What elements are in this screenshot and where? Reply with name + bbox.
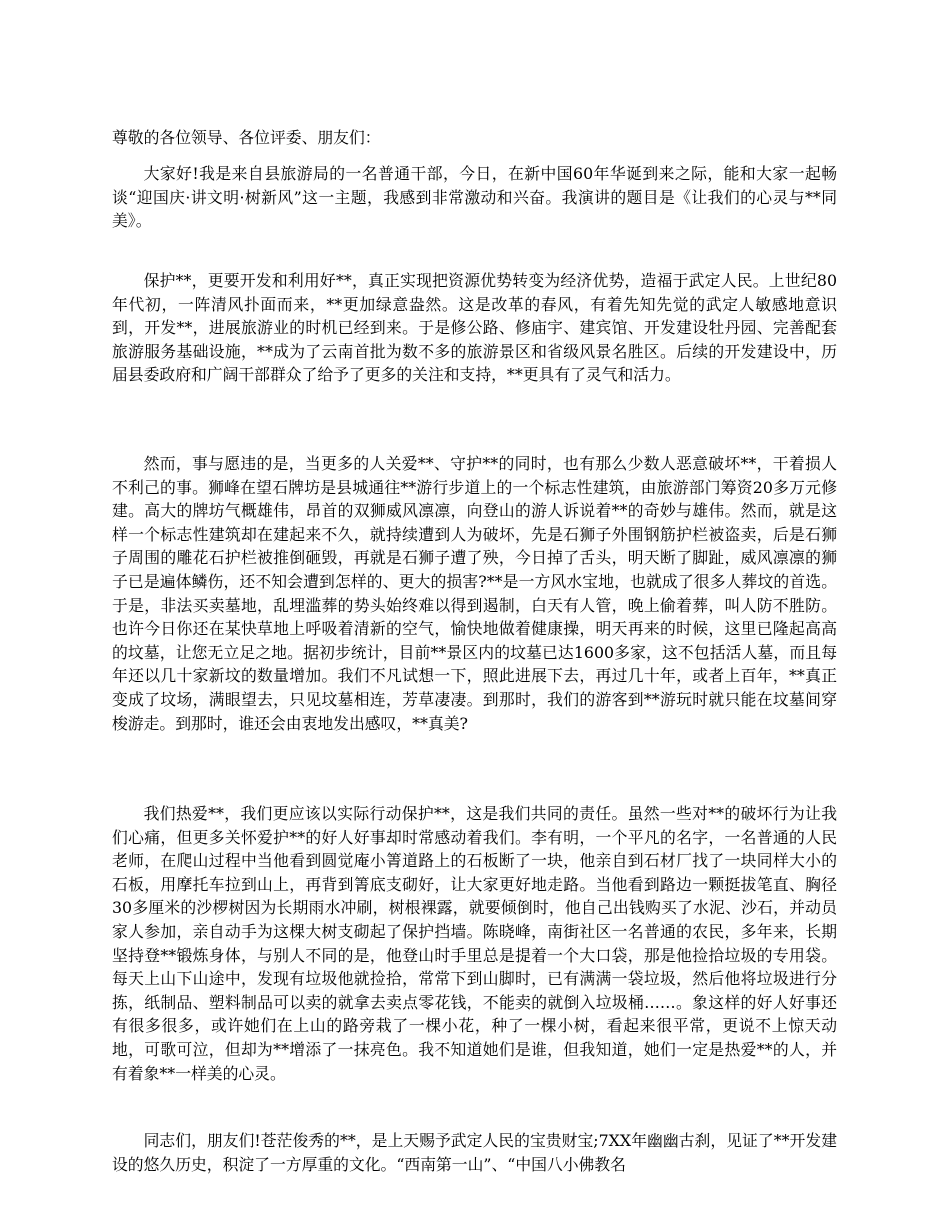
paragraph-3: 然而，事与愿违的是，当更多的人关爱**、守护**的同时，也有那么少数人恶意破坏**，干着损人不利己的事。狮峰在望石牌坊是县城通往**游行步道上的一个标志性建筑，由旅游部门筹资20多万元修建。高大的牌坊气概雄伟，昂首的双狮威风凛凛，向登山的游人诉说着**的奇妙与雄伟。然而，就是这样一个标志性建筑却在建起来不久，就持续遭到人为破坏，先是石狮子外围钢筋护栏被盗卖，后是石狮子周围的雕花石护栏被推倒砸毁，再就是石狮子遭了殃，今日掉了舌头，明天断了脚趾，威风凛凛的狮子已是遍体鳞伤，还不知会遭到怎样的、更大的损害?**是一方风水宝地，也就成了很多人葬坟的首选。于是，非法买卖墓地，乱埋滥葬的势头始终难以得到遏制，白天有人管，晚上偷着葬，叫人防不胜防。也许今日你还在某快草地上呼吸着清新的空气，愉快地做着健康操，明天再来的时候，这里已隆起高高的坟墓，让您无立足之地。据初步统计，目前**景区内的坟墓已达1600多家，这不包括活人墓，而且每年还以几十家新坟的数量增加。我们不凡试想一下，照此进展下去，再过几十年，或者上百年，**真正变成了坟场，满眼望去，只见坟墓相连，芳草凄凄。到那时，我们的游客到**游玩时就只能在坟墓间穿梭游走。到那时，谁还会由衷地发出感叹，**真美? xyxy=(112,454,837,733)
paragraph-5: 同志们，朋友们!苍茫俊秀的**，是上天赐予武定人民的宝贵财宝;7XX年幽幽古刹，见证了**开发建设的悠久历史，积淀了一方厚重的文化。“西南第一山”、“中国八小佛教名 xyxy=(112,1131,837,1174)
salutation: 尊敬的各位领导、各位评委、朋友们： xyxy=(112,128,381,147)
paragraph-4: 我们热爱**，我们更应该以实际行动保护**，这是我们共同的责任。虽然一些对**的破坏行为让我们心痛，但更多关怀爱护**的好人好事却时常感动着我们。李有明，一个平凡的名字，一名普通的人民老师，在爬山过程中当他看到圆觉庵小箐道路上的石板断了一块，他亲自到石材厂找了一块同样大小的石板，用摩托车拉到山上，再背到箐底支砌好，让大家更好地走路。当他看到路边一颗挺拔笔直、胸径30多厘米的沙椤树因为长期雨水冲刷，树根裸露，就要倾倒时，他自己出钱购买了水泥、沙石，并动员家人参加，亲自动手为这棵大树支砌起了保护挡墙。陈晓峰，南街社区一名普通的农民，多年来，长期坚持登**锻炼身体，与别人不同的是，他登山时手里总是提着一个大口袋，那是他捡拾垃圾的专用袋。每天上山下山途中，发现有垃圾他就捡拾，常常下到山脚时，已有满满一袋垃圾，然后他将垃圾进行分拣，纸制品、塑料制品可以卖的就拿去卖点零花钱，不能卖的就倒入垃圾桶……。象这样的好人好事还有很多很多，或许她们在上山的路旁栽了一棵小花，种了一棵小树，看起来很平常，更说不上惊天动地，可歌可泣，但却为**增添了一抹亮色。我不知道她们是谁，但我知道，她们一定是热爱**的人，并有着象**一样美的心灵。 xyxy=(112,804,837,1083)
paragraph-1: 大家好!我是来自县旅游局的一名普通干部，今日，在新中国60年华诞到来之际，能和大家一起畅谈“迎国庆·讲文明·树新风”这一主题，我感到非常激动和兴奋。我演讲的题目是《让我们的心灵与**同美》。 xyxy=(112,164,837,231)
paragraph-2: 保护**，更要开发和利用好**，真正实现把资源优势转变为经济优势，造福于武定人民。上世纪80年代初，一阵清风扑面而来，**更加绿意盎然。这是改革的春风，有着先知先觉的武定人敏感地意识到，开发**，进展旅游业的时机已经到来。于是修公路、修庙宇、建宾馆、开发建设牡丹园、完善配套旅游服务基础设施，**成为了云南首批为数不多的旅游景区和省级风景名胜区。后续的开发建设中，历届县委政府和广阔干部群众了给予了更多的关注和支持，**更具有了灵气和活力。 xyxy=(112,271,837,385)
